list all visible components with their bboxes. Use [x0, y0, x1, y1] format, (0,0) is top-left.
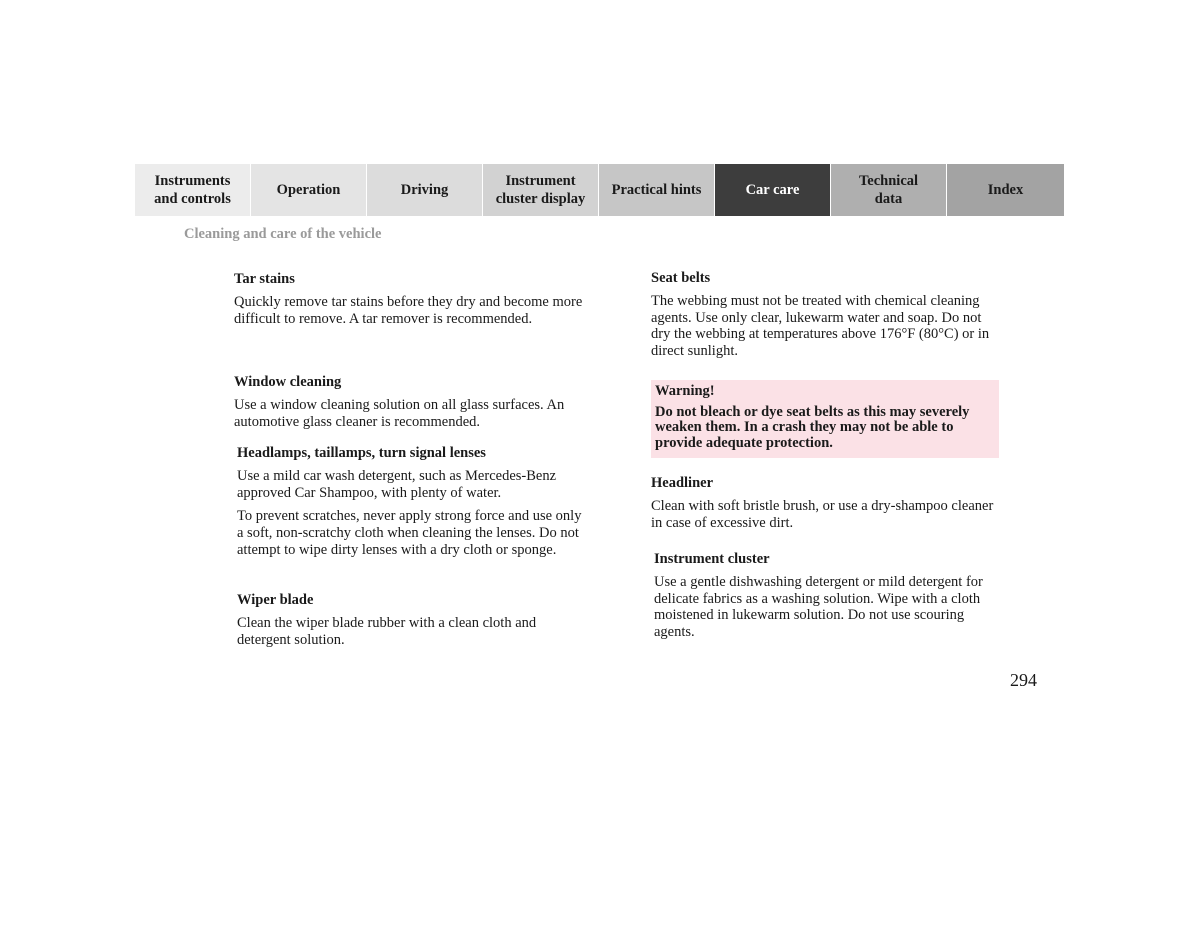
headlamps-section — [237, 444, 589, 559]
tab-operation[interactable]: Operation — [251, 164, 367, 216]
instrument-cluster-heading: Instrument cluster — [654, 551, 770, 567]
tab-driving[interactable]: Driving — [367, 164, 483, 216]
headlamps-text-1: Use a mild car wash detergent, such as Mercedes-Benz approved Car Shampoo, with plenty of water. — [237, 468, 557, 501]
window-cleaning-text: Use a window cleaning solution on all glass surfaces. An automotive glass cleaner is recommended. — [234, 397, 565, 430]
headlamps-heading: Headlamps, taillamps, turn signal lenses — [237, 445, 486, 461]
tar-stains-heading: Tar stains — [234, 271, 295, 287]
instrument-cluster-text: Use a gentle dishwashing detergent or mild detergent for delicate fabrics as a washing solution. Wipe with a cloth moistened in lukewarm solution. Do not use scouring agents. — [654, 574, 983, 641]
warning-text: Do not bleach or dye seat belts as this may severely weaken them. In a crash they may not be able to provide adequate protection. — [655, 404, 970, 451]
headliner-section — [651, 474, 1003, 531]
tab-car-care[interactable]: Car care — [715, 164, 831, 216]
seat-belts-text: The webbing must not be treated with chemical cleaning agents. Use only clear, lukewarm water and soap. Do not dry the webbing at temperatures above 176°F (80°C) or in direct sunlight. — [651, 293, 990, 360]
warning-box — [651, 380, 999, 458]
seat-belts-section — [651, 269, 1003, 360]
chapter-tab-bar — [135, 164, 1065, 216]
headlamps-text-2: To prevent scratches, never apply strong force and use only a soft, non-scratchy cloth when cleaning the lenses. Do not attempt to wipe dirty lenses with a dry cloth or sponge. — [237, 508, 582, 558]
headliner-heading: Headliner — [651, 475, 714, 491]
wiper-blade-heading: Wiper blade — [237, 592, 314, 608]
window-cleaning-heading: Window cleaning — [234, 374, 342, 390]
wiper-blade-text: Clean the wiper blade rubber with a clean cloth and detergent solution. — [237, 615, 537, 648]
seat-belts-heading: Seat belts — [651, 270, 711, 286]
tab-instruments-and-controls[interactable]: Instruments and controls — [135, 164, 251, 216]
tar-stains-section — [234, 270, 586, 327]
tab-instrument-cluster-display[interactable]: Instrument cluster display — [483, 164, 599, 216]
page-number: 294 — [1010, 670, 1037, 690]
tab-technical-data[interactable]: Technical data — [831, 164, 947, 216]
headliner-text: Clean with soft bristle brush, or use a dry-shampoo cleaner in case of excessive dirt. — [651, 498, 994, 531]
tab-practical-hints[interactable]: Practical hints — [599, 164, 715, 216]
tar-stains-text: Quickly remove tar stains before they dry and become more difficult to remove. A tar remover is recommended. — [234, 294, 583, 327]
tab-index[interactable]: Index — [947, 164, 1064, 216]
wiper-blade-section — [237, 591, 589, 648]
instrument-cluster-section — [654, 550, 1006, 641]
window-cleaning-section — [234, 373, 586, 430]
warning-title: Warning! — [655, 383, 715, 399]
section-title: Cleaning and care of the vehicle — [184, 226, 382, 242]
